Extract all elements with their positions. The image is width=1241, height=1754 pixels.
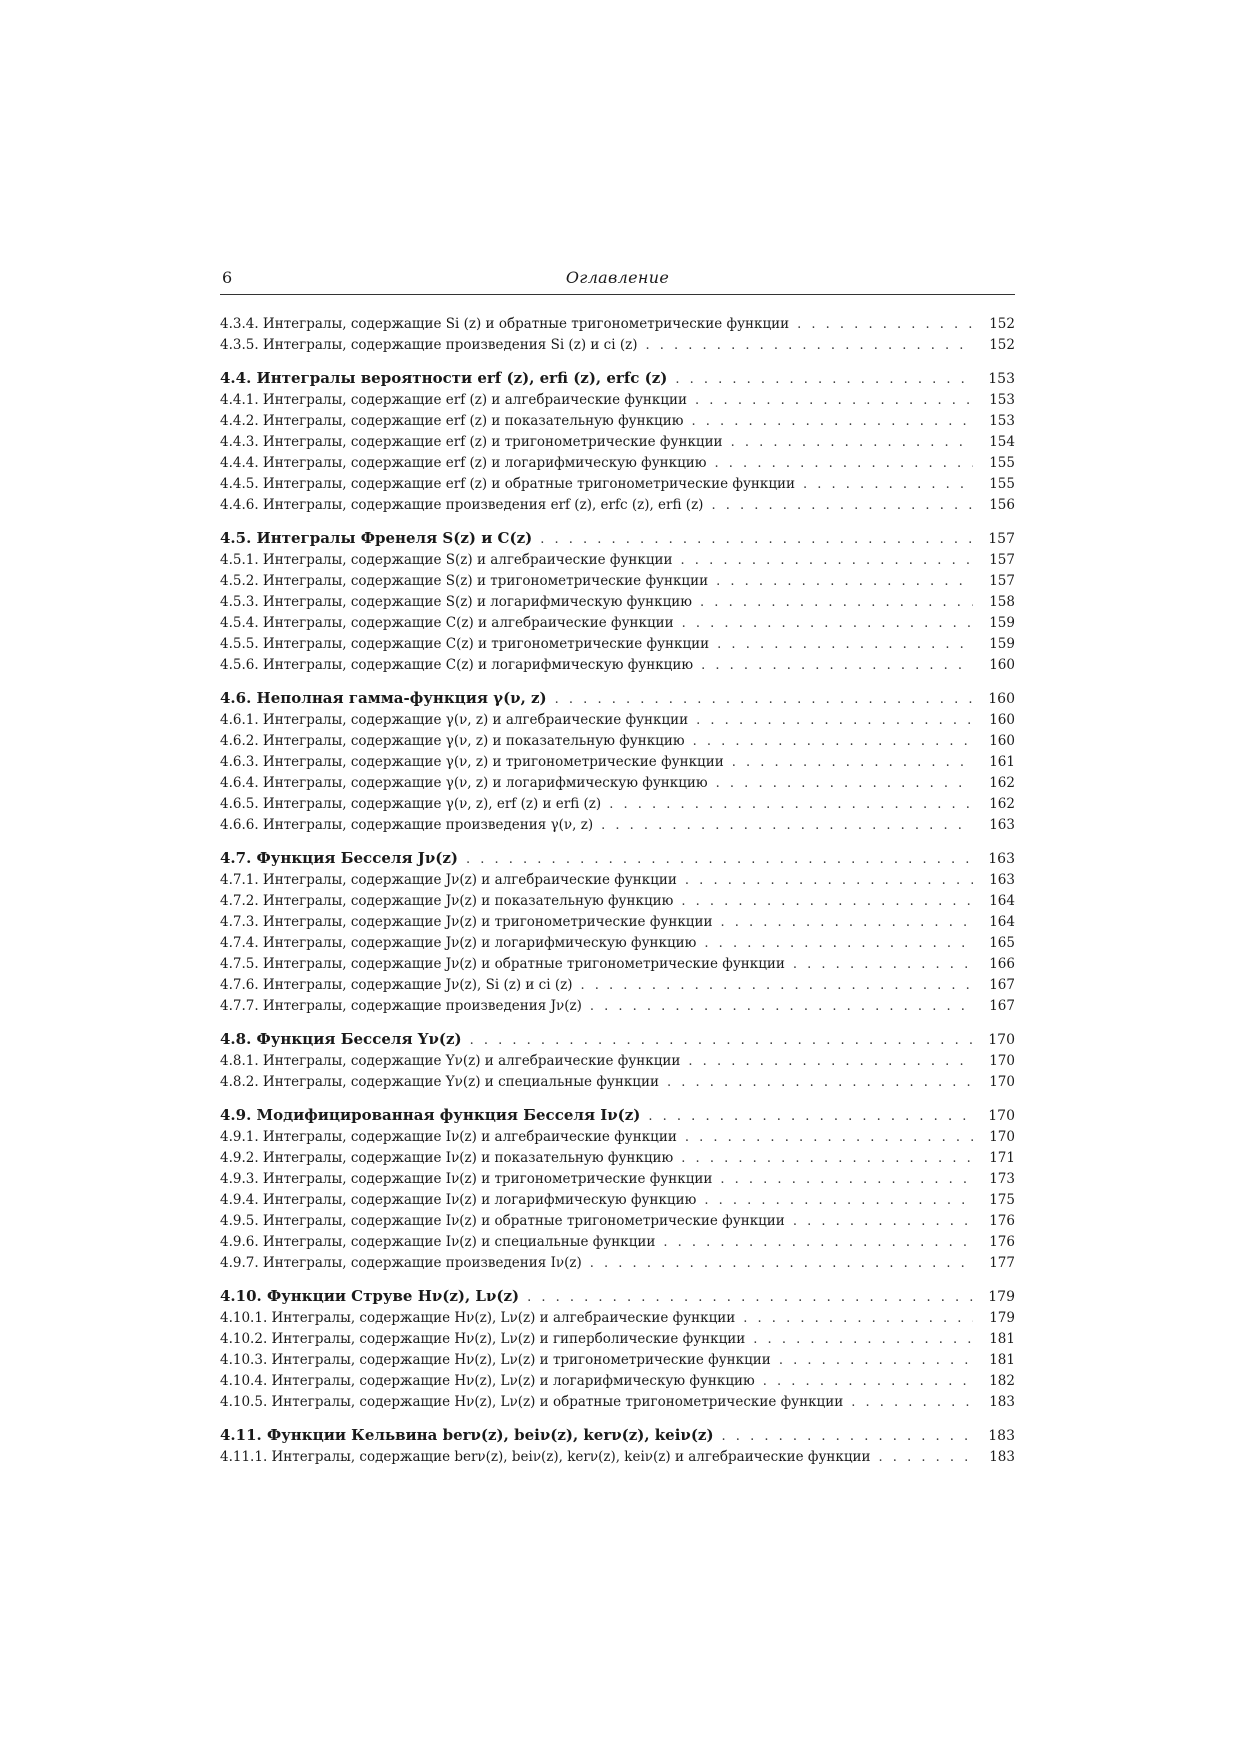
toc-entry[interactable] [220,731,1015,752]
toc-entry[interactable] [220,752,1015,773]
page-number: 6 [222,268,233,287]
toc-section-heading[interactable] [220,1103,1015,1127]
toc-entry-page: 162 [989,775,1015,791]
toc-section [220,314,1015,356]
dot-leader [663,1232,973,1253]
toc-entry[interactable] [220,314,1015,335]
dot-leader [691,411,973,432]
toc-entry[interactable] [220,335,1015,356]
toc-entry[interactable] [220,1371,1015,1392]
toc-entry[interactable] [220,975,1015,996]
dot-leader [704,1190,973,1211]
toc-section [220,1423,1015,1468]
toc-entry-page: 166 [989,956,1015,972]
toc-entry-page: 170 [989,1129,1015,1145]
toc-entry[interactable] [220,912,1015,933]
dot-leader [590,996,973,1017]
dot-leader [527,1286,973,1310]
dot-leader [779,1350,973,1371]
dot-leader [590,1253,973,1274]
dot-leader [648,1105,973,1129]
toc-entry-label: 4.4.6. Интегралы, содержащие произведения erf (z), erfc (z), erfi (z) [220,497,704,513]
dot-leader [675,368,973,392]
toc-entry-label: 4.5.1. Интегралы, содержащие S(z) и алгебраические функции [220,552,673,568]
toc-entry-page: 164 [989,893,1015,909]
toc-section-heading-page: 153 [988,371,1015,387]
toc-entry-label: 4.7.1. Интегралы, содержащие Jν(z) и алгебраические функции [220,872,677,888]
toc-entry[interactable] [220,390,1015,411]
dot-leader [717,634,973,655]
toc-entry[interactable] [220,1392,1015,1413]
dot-leader [685,1127,973,1148]
toc-section-heading-label: 4.11. Функции Кельвина berν(z), beiν(z), kerν(z), keiν(z) [220,1426,714,1444]
dot-leader [540,528,973,552]
toc-entry[interactable] [220,794,1015,815]
toc-entry-label: 4.4.5. Интегралы, содержащие erf (z) и обратные тригонометрические функции [220,476,795,492]
toc-entry-label: 4.9.6. Интегралы, содержащие Iν(z) и специальные функции [220,1234,656,1250]
toc-entry[interactable] [220,1148,1015,1169]
toc-entry[interactable] [220,1072,1015,1093]
toc-entry-label: 4.7.5. Интегралы, содержащие Jν(z) и обратные тригонометрические функции [220,956,785,972]
toc-entry-page: 158 [989,594,1015,610]
toc-entry-label: 4.9.1. Интегралы, содержащие Iν(z) и алгебраические функции [220,1129,677,1145]
dot-leader [700,592,973,613]
toc-entry-label: 4.5.4. Интегралы, содержащие C(z) и алгебраические функции [220,615,674,631]
toc-section [220,526,1015,676]
toc-entry-page: 179 [989,1310,1015,1326]
toc-section [220,1284,1015,1413]
dot-leader [682,613,973,634]
toc-entry-page: 162 [989,796,1015,812]
toc-entry[interactable] [220,550,1015,571]
toc-entry[interactable] [220,592,1015,613]
toc-entry-label: 4.4.1. Интегралы, содержащие erf (z) и алгебраические функции [220,392,688,408]
toc-entry-page: 183 [989,1449,1015,1465]
toc-entry-label: 4.11.1. Интегралы, содержащие berν(z), beiν(z), kerν(z), keiν(z) и алгебраические функции [220,1449,871,1465]
toc-entry-page: 153 [989,413,1015,429]
table-of-contents [220,314,1015,1478]
toc-entry[interactable] [220,453,1015,474]
toc-entry-label: 4.4.3. Интегралы, содержащие erf (z) и тригонометрические функции [220,434,723,450]
toc-entry-label: 4.7.3. Интегралы, содержащие Jν(z) и тригонометрические функции [220,914,713,930]
toc-section-heading[interactable] [220,1027,1015,1051]
toc-entry-label: 4.5.2. Интегралы, содержащие S(z) и тригонометрические функции [220,573,709,589]
toc-section-heading[interactable] [220,366,1015,390]
toc-section-heading-page: 163 [988,851,1015,867]
toc-entry-label: 4.8.2. Интегралы, содержащие Yν(z) и специальные функции [220,1074,659,1090]
toc-entry-page: 156 [989,497,1015,513]
toc-entry[interactable] [220,870,1015,891]
toc-entry[interactable] [220,710,1015,731]
running-title: Оглавление [565,268,670,287]
dot-leader [753,1329,973,1350]
toc-section-heading-label: 4.5. Интегралы Френеля S(z) и C(z) [220,529,533,547]
dot-leader [609,794,973,815]
toc-entry-label: 4.10.5. Интегралы, содержащие Hν(z), Lν(z) и обратные тригонометрические функции [220,1394,844,1410]
dot-leader [681,1148,973,1169]
toc-entry-page: 176 [989,1213,1015,1229]
toc-entry[interactable] [220,655,1015,676]
toc-entry-page: 164 [989,914,1015,930]
toc-entry-page: 160 [989,657,1015,673]
toc-section [220,1103,1015,1274]
toc-entry-label: 4.6.6. Интегралы, содержащие произведения γ(ν, z) [220,817,594,833]
toc-section-heading-label: 4.8. Функция Бесселя Yν(z) [220,1030,462,1048]
dot-leader [720,1169,973,1190]
toc-entry-label: 4.6.2. Интегралы, содержащие γ(ν, z) и показательную функцию [220,733,685,749]
toc-entry[interactable] [220,1051,1015,1072]
toc-entry[interactable] [220,571,1015,592]
toc-entry-page: 154 [989,434,1015,450]
toc-entry-label: 4.6.4. Интегралы, содержащие γ(ν, z) и логарифмическую функцию [220,775,708,791]
toc-entry-page: 183 [989,1394,1015,1410]
toc-entry-label: 4.5.3. Интегралы, содержащие S(z) и логарифмическую функцию [220,594,693,610]
toc-entry-page: 181 [989,1331,1015,1347]
toc-entry-label: 4.9.3. Интегралы, содержащие Iν(z) и тригонометрические функции [220,1171,713,1187]
dot-leader [470,1029,973,1053]
toc-entry[interactable] [220,1211,1015,1232]
toc-entry[interactable] [220,1329,1015,1350]
dot-leader [555,688,973,712]
toc-entry-page: 182 [989,1373,1015,1389]
toc-entry[interactable] [220,1350,1015,1371]
toc-entry-page: 155 [989,476,1015,492]
dot-leader [851,1392,973,1413]
toc-entry-label: 4.7.2. Интегралы, содержащие Jν(z) и показательную функцию [220,893,674,909]
dot-leader [667,1072,973,1093]
toc-entry-label: 4.10.1. Интегралы, содержащие Hν(z), Lν(z) и алгебраические функции [220,1310,736,1326]
dot-leader [743,1308,973,1329]
dot-leader [716,571,973,592]
toc-entry-label: 4.7.6. Интегралы, содержащие Jν(z), Si (z) и ci (z) [220,977,573,993]
dot-leader [466,848,973,872]
toc-entry-label: 4.5.6. Интегралы, содержащие C(z) и логарифмическую функцию [220,657,694,673]
toc-entry-page: 163 [989,817,1015,833]
toc-entry-page: 170 [989,1074,1015,1090]
dot-leader [715,453,973,474]
toc-entry-page: 181 [989,1352,1015,1368]
dot-leader [681,550,973,571]
toc-entry-label: 4.3.5. Интегралы, содержащие произведения Si (z) и ci (z) [220,337,638,353]
toc-entry-page: 159 [989,636,1015,652]
toc-section [220,1027,1015,1093]
toc-entry[interactable] [220,613,1015,634]
toc-section-heading-page: 170 [988,1032,1015,1048]
toc-entry-page: 152 [989,316,1015,332]
toc-entry-label: 4.7.7. Интегралы, содержащие произведения Jν(z) [220,998,582,1014]
toc-entry[interactable] [220,815,1015,836]
toc-entry-page: 159 [989,615,1015,631]
toc-entry-page: 173 [989,1171,1015,1187]
toc-entry[interactable] [220,1447,1015,1468]
toc-section-heading-label: 4.6. Неполная гамма-функция γ(ν, z) [220,689,547,707]
toc-section-heading-label: 4.10. Функции Струве Hν(z), Lν(z) [220,1287,520,1305]
toc-entry-label: 4.5.5. Интегралы, содержащие C(z) и тригонометрические функции [220,636,710,652]
toc-section [220,366,1015,516]
toc-section-heading-page: 170 [988,1108,1015,1124]
toc-entry-page: 175 [989,1192,1015,1208]
toc-entry[interactable] [220,1190,1015,1211]
dot-leader [701,655,973,676]
toc-entry-label: 4.4.2. Интегралы, содержащие erf (z) и показательную функцию [220,413,684,429]
dot-leader [879,1447,973,1468]
toc-entry-page: 161 [989,754,1015,770]
dot-leader [688,1051,973,1072]
toc-entry-label: 4.9.5. Интегралы, содержащие Iν(z) и обратные тригонометрические функции [220,1213,785,1229]
toc-entry-label: 4.10.4. Интегралы, содержащие Hν(z), Lν(z) и логарифмическую функцию [220,1373,755,1389]
toc-entry-page: 171 [989,1150,1015,1166]
toc-entry[interactable] [220,1308,1015,1329]
dot-leader [722,1425,973,1449]
toc-section-heading[interactable] [220,686,1015,710]
toc-entry[interactable] [220,773,1015,794]
toc-section-heading-page: 179 [988,1289,1015,1305]
toc-entry-page: 152 [989,337,1015,353]
toc-entry-label: 4.3.4. Интегралы, содержащие Si (z) и обратные тригонометрические функции [220,316,790,332]
toc-entry-page: 155 [989,455,1015,471]
toc-entry[interactable] [220,432,1015,453]
toc-section-heading-page: 157 [988,531,1015,547]
toc-section-heading[interactable] [220,1284,1015,1308]
toc-entry[interactable] [220,1232,1015,1253]
toc-entry[interactable] [220,474,1015,495]
dot-leader [685,870,973,891]
toc-entry-page: 160 [989,733,1015,749]
toc-entry-label: 4.9.4. Интегралы, содержащие Iν(z) и логарифмическую функцию [220,1192,697,1208]
toc-entry[interactable] [220,1127,1015,1148]
toc-section-heading-page: 160 [988,691,1015,707]
dot-leader [763,1371,973,1392]
toc-entry[interactable] [220,996,1015,1017]
toc-section-heading[interactable] [220,1423,1015,1447]
toc-section-heading-page: 183 [988,1428,1015,1444]
toc-entry-label: 4.6.1. Интегралы, содержащие γ(ν, z) и алгебраические функции [220,712,689,728]
dot-leader [731,432,973,453]
dot-leader [716,773,973,794]
toc-entry-label: 4.6.3. Интегралы, содержащие γ(ν, z) и тригонометрические функции [220,754,724,770]
toc-section-heading-label: 4.9. Модифицированная функция Бесселя Iν(z) [220,1106,641,1124]
toc-entry-label: 4.7.4. Интегралы, содержащие Jν(z) и логарифмическую функцию [220,935,697,951]
toc-section-heading-label: 4.7. Функция Бесселя Jν(z) [220,849,458,867]
dot-leader [797,314,973,335]
toc-entry-label: 4.4.4. Интегралы, содержащие erf (z) и логарифмическую функцию [220,455,707,471]
toc-entry-page: 165 [989,935,1015,951]
dot-leader [601,815,973,836]
dot-leader [803,474,973,495]
toc-entry-page: 157 [989,552,1015,568]
dot-leader [696,710,973,731]
toc-entry-label: 4.6.5. Интегралы, содержащие γ(ν, z), erf (z) и erfi (z) [220,796,602,812]
toc-entry[interactable] [220,495,1015,516]
toc-section [220,686,1015,836]
toc-entry-label: 4.10.2. Интегралы, содержащие Hν(z), Lν(z) и гиперболические функции [220,1331,746,1347]
dot-leader [720,912,973,933]
dot-leader [645,335,973,356]
toc-entry[interactable] [220,411,1015,432]
toc-entry-page: 160 [989,712,1015,728]
toc-entry[interactable] [220,891,1015,912]
toc-section-heading-label: 4.4. Интегралы вероятности erf (z), erfi (z), erfc (z) [220,369,668,387]
dot-leader [793,954,973,975]
toc-entry-label: 4.9.2. Интегралы, содержащие Iν(z) и показательную функцию [220,1150,674,1166]
toc-entry-page: 167 [989,998,1015,1014]
toc-section [220,846,1015,1017]
toc-entry[interactable] [220,634,1015,655]
toc-entry[interactable] [220,1169,1015,1190]
toc-entry-page: 176 [989,1234,1015,1250]
dot-leader [704,933,973,954]
dot-leader [693,731,973,752]
dot-leader [711,495,973,516]
toc-section-heading[interactable] [220,526,1015,550]
toc-entry-page: 157 [989,573,1015,589]
toc-entry[interactable] [220,1253,1015,1274]
running-header [220,268,1015,295]
toc-entry-label: 4.8.1. Интегралы, содержащие Yν(z) и алгебраические функции [220,1053,681,1069]
toc-entry-page: 170 [989,1053,1015,1069]
toc-section-heading[interactable] [220,846,1015,870]
dot-leader [695,390,973,411]
toc-entry[interactable] [220,954,1015,975]
toc-entry-page: 163 [989,872,1015,888]
dot-leader [681,891,973,912]
dot-leader [732,752,973,773]
toc-entry-page: 153 [989,392,1015,408]
toc-entry-page: 167 [989,977,1015,993]
toc-entry[interactable] [220,933,1015,954]
toc-entry-label: 4.10.3. Интегралы, содержащие Hν(z), Lν(z) и тригонометрические функции [220,1352,771,1368]
toc-entry-page: 177 [989,1255,1015,1271]
dot-leader [581,975,973,996]
dot-leader [793,1211,973,1232]
toc-entry-label: 4.9.7. Интегралы, содержащие произведения Iν(z) [220,1255,582,1271]
